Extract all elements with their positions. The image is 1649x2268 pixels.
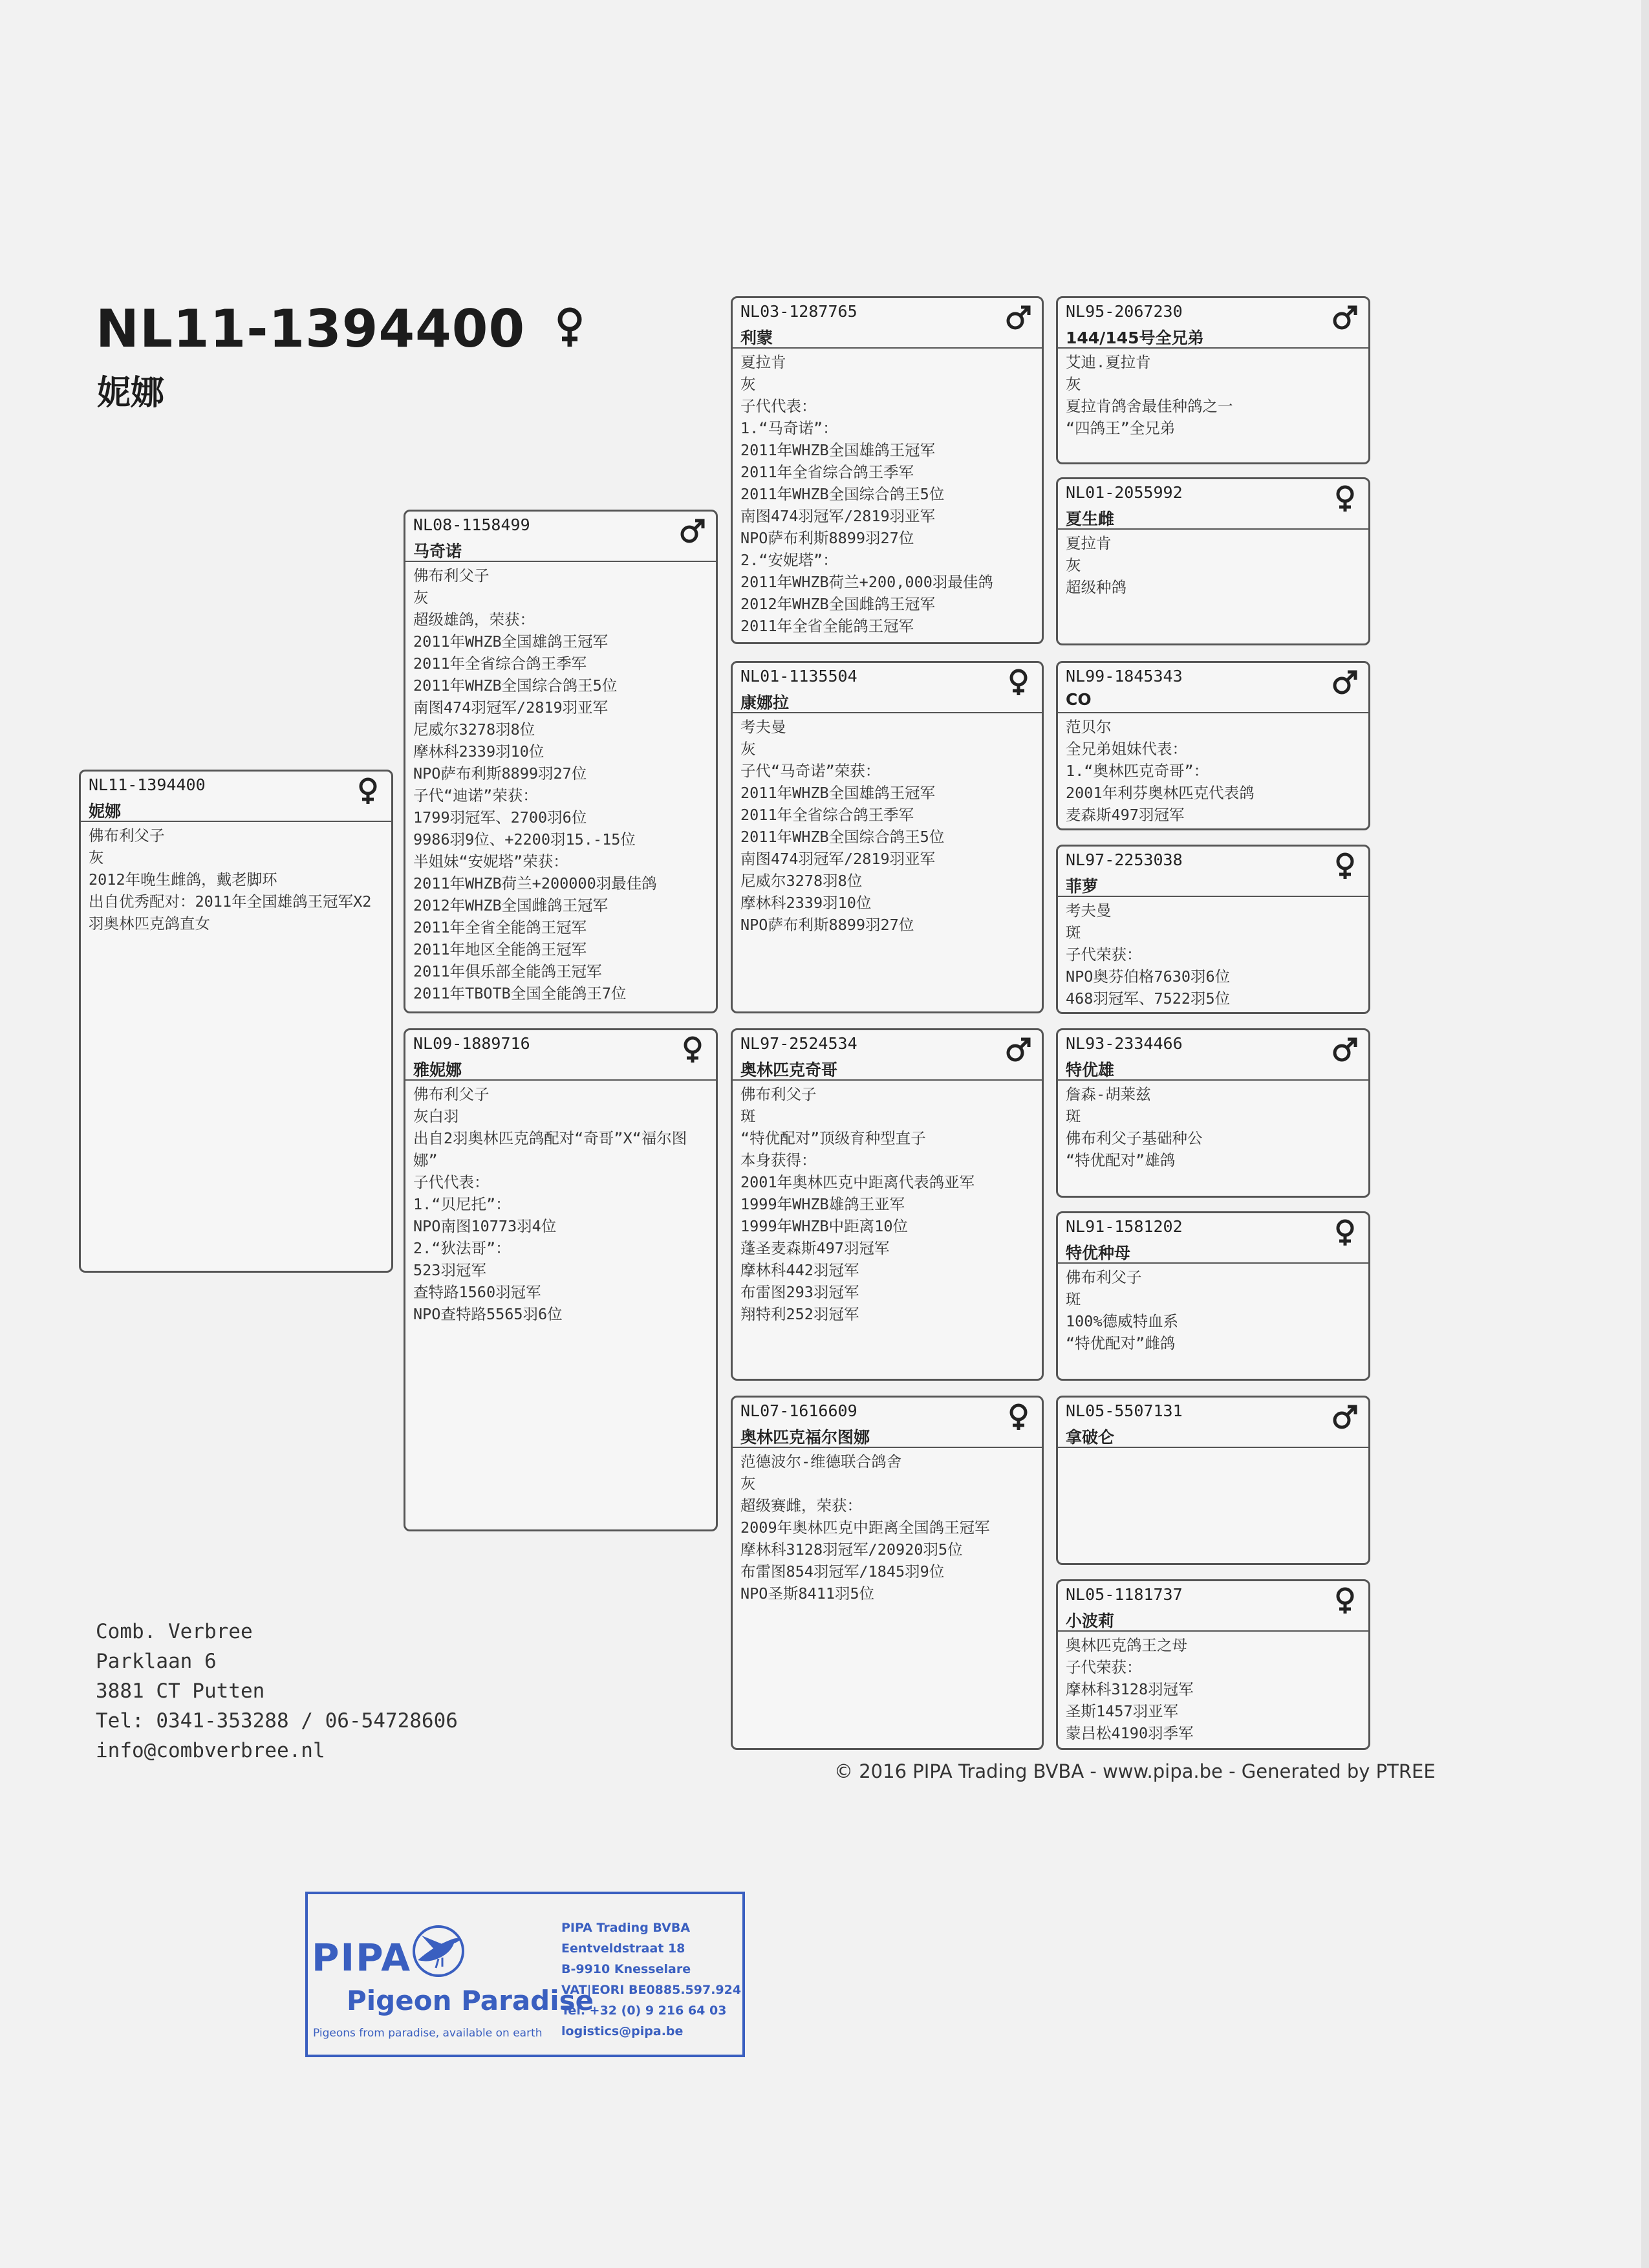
card-line: 2011年WHZB全国雄鸽王冠军 xyxy=(413,632,609,651)
address-email: info@combverbree.nl xyxy=(96,1739,325,1762)
pigeon-name: 拿破仑 xyxy=(1066,1428,1115,1447)
card-header xyxy=(1058,479,1368,530)
female-icon xyxy=(678,1035,707,1064)
pigeon-name: 马奇诺 xyxy=(413,542,462,561)
pigeon-name: CO xyxy=(1066,690,1092,709)
card-line: 523羽冠军 xyxy=(413,1261,486,1279)
card-line: 2011年地区全能鸽王冠军 xyxy=(413,940,587,958)
female-icon xyxy=(1331,1218,1359,1247)
card-line: 子代“马奇诺”荣获： xyxy=(740,762,881,780)
card-line: 灰 xyxy=(1066,375,1081,393)
female-icon xyxy=(354,777,382,805)
card-line: 蒙吕松4190羽季军 xyxy=(1066,1724,1194,1742)
card-line: 灰 xyxy=(740,740,756,758)
card-body xyxy=(405,562,716,1004)
card-line: 1999年WHZB中距离10位 xyxy=(740,1217,908,1235)
address-name: Comb. Verbree xyxy=(96,1620,253,1643)
card-line: 詹森-胡莱兹 xyxy=(1066,1085,1151,1103)
card-line: “特优配对”雄鸽 xyxy=(1066,1151,1176,1169)
ring-number: NL03-1287765 xyxy=(740,302,857,321)
card-line: 佛布利父子 xyxy=(740,1085,817,1103)
card-line: 摩林科3128羽冠军/20920羽5位 xyxy=(740,1540,963,1559)
card-line: 佛布利父子基础种公 xyxy=(1066,1129,1203,1147)
pedigree-card-gen4-7 xyxy=(1056,1396,1370,1565)
card-line: 子代“迪诺”荣获： xyxy=(413,786,538,805)
card-line: 圣斯1457羽亚军 xyxy=(1066,1702,1179,1720)
card-line: 子代代表： xyxy=(740,397,817,415)
card-line: 2001年奥林匹克中距离代表鸽亚军 xyxy=(740,1173,975,1191)
card-body xyxy=(1058,1264,1368,1354)
card-line: 100%德威特血系 xyxy=(1066,1312,1179,1330)
card-line: 2011年WHZB全国雄鸽王冠军 xyxy=(740,784,936,802)
card-line: NPO南图10773羽4位 xyxy=(413,1217,557,1235)
male-icon xyxy=(1331,1403,1359,1431)
pigeon-name: 菲萝 xyxy=(1066,877,1099,896)
pedigree-card-dam xyxy=(404,1028,718,1531)
card-line: 灰 xyxy=(413,589,429,607)
card-line: 1.“马奇诺”： xyxy=(740,419,838,437)
card-line: NPO查特路5565羽6位 xyxy=(413,1305,563,1323)
pigeon-icon xyxy=(398,1920,476,1978)
card-body xyxy=(733,713,1042,936)
card-line: 灰 xyxy=(740,375,756,393)
female-icon xyxy=(1331,1586,1359,1615)
card-body xyxy=(733,1081,1042,1325)
card-line: 2012年晚生雌鸽，戴老脚环 xyxy=(89,870,277,889)
card-line: 半姐妹“安妮塔”荣获： xyxy=(413,852,568,870)
female-icon xyxy=(1004,668,1033,697)
pigeon-name: 康娜拉 xyxy=(740,693,790,712)
female-icon xyxy=(553,305,587,351)
card-line: 麦森斯497羽冠军 xyxy=(1066,806,1185,824)
card-header xyxy=(1058,663,1368,713)
card-header xyxy=(81,772,391,822)
card-header xyxy=(1058,847,1368,897)
card-line: NPO萨布利斯8899羽27位 xyxy=(740,916,914,934)
card-header xyxy=(733,1030,1042,1081)
card-body xyxy=(1058,1632,1368,1744)
pigeon-name: 144/145号全兄弟 xyxy=(1066,329,1204,347)
address-street: Parklaan 6 xyxy=(96,1650,217,1673)
ring-number: NL05-1181737 xyxy=(1066,1585,1183,1604)
ring-number: NL91-1581202 xyxy=(1066,1217,1183,1236)
pedigree-card-gen4-4 xyxy=(1056,845,1370,1014)
pedigree-card-dam-dam xyxy=(731,1396,1044,1750)
card-line: 夏拉肯 xyxy=(1066,534,1112,552)
card-header xyxy=(1058,1213,1368,1264)
card-body xyxy=(1058,1448,1368,1451)
stamp-info-line: PIPA Trading BVBA xyxy=(561,1921,691,1935)
card-line: 2012年WHZB全国雌鸽王冠军 xyxy=(740,595,936,613)
pigeon-name: 奥林匹克福尔图娜 xyxy=(740,1428,870,1447)
card-line: 斑 xyxy=(740,1107,756,1125)
card-header xyxy=(1058,1398,1368,1448)
stamp-info-line: VAT|EORI BE0885.597.924 xyxy=(561,1983,742,1997)
card-body xyxy=(405,1081,716,1325)
pedigree-card-gen4-1 xyxy=(1056,296,1370,464)
card-line: 南图474羽冠军/2819羽亚军 xyxy=(740,507,936,525)
card-line: 尼威尔3278羽8位 xyxy=(740,872,863,890)
card-line: 468羽冠军、7522羽5位 xyxy=(1066,989,1231,1008)
stamp-info-line: B-9910 Knesselare xyxy=(561,1962,691,1976)
card-line: 南图474羽冠军/2819羽亚军 xyxy=(740,850,936,868)
card-line: 出自优秀配对：2011年全国雄鸽王冠军X2羽奥林匹克鸽直女 xyxy=(89,892,372,933)
pedigree-card-gen4-8 xyxy=(1056,1579,1370,1750)
stamp-logo: PIPA xyxy=(312,1936,412,1980)
card-line: 佛布利父子 xyxy=(413,567,490,585)
card-line: 2.“安妮塔”： xyxy=(740,551,838,569)
card-header xyxy=(405,1030,716,1081)
card-line: 翔特利252羽冠军 xyxy=(740,1305,859,1323)
ring-number: NL93-2334466 xyxy=(1066,1034,1183,1053)
male-icon xyxy=(1004,303,1033,332)
card-line: 2011年TBOTB全国全能鸽王7位 xyxy=(413,984,627,1002)
card-line: 摩林科2339羽10位 xyxy=(413,742,544,761)
card-line: 考夫曼 xyxy=(1066,902,1112,920)
female-icon xyxy=(1004,1403,1033,1431)
card-line: 2011年WHZB荷兰+200000羽最佳鸽 xyxy=(413,874,657,892)
card-line: 布雷图293羽冠军 xyxy=(740,1283,859,1301)
card-line: 2012年WHZB全国雌鸽王冠军 xyxy=(413,896,609,914)
ring-number: NL99-1845343 xyxy=(1066,667,1183,686)
male-icon xyxy=(1004,1035,1033,1064)
card-line: 2011年俱乐部全能鸽王冠军 xyxy=(413,962,602,980)
ring-number: NL05-5507131 xyxy=(1066,1401,1183,1420)
card-line: 超级赛雌，荣获： xyxy=(740,1496,862,1515)
card-header xyxy=(1058,1581,1368,1632)
card-line: 斑 xyxy=(1066,1107,1081,1125)
card-line: 佛布利父子 xyxy=(89,826,165,845)
card-line: 2011年全省全能鸽王冠军 xyxy=(413,918,587,936)
female-icon xyxy=(1331,852,1359,880)
card-line: 范德波尔-维德联合鸽舍 xyxy=(740,1453,902,1471)
card-body xyxy=(1058,897,1368,1010)
address-phone: Tel: 0341-353288 / 06-54728606 xyxy=(96,1709,458,1733)
card-header xyxy=(733,298,1042,349)
stamp-info-line: Tel. +32 (0) 9 216 64 03 xyxy=(561,2003,727,2018)
card-line: 2011年WHZB全国雄鸽王冠军 xyxy=(740,441,936,459)
card-line: 1.“奥林匹克奇哥”： xyxy=(1066,762,1209,780)
card-line: 2011年全省综合鸽王季军 xyxy=(740,806,914,824)
pigeon-name: 夏生雌 xyxy=(1066,510,1115,528)
card-line: 2011年WHZB全国综合鸽王5位 xyxy=(740,828,945,846)
card-line: 2009年奥林匹克中距离全国鸽王冠军 xyxy=(740,1518,990,1537)
pigeon-name: 妮娜 xyxy=(89,802,122,821)
card-line: 摩林科3128羽冠军 xyxy=(1066,1680,1194,1698)
card-line: 夏拉肯鸽舍最佳种鸽之一 xyxy=(1066,397,1233,415)
page-title xyxy=(96,299,587,359)
card-line: 摩林科442羽冠军 xyxy=(740,1261,859,1279)
ring-number: NL07-1616609 xyxy=(740,1401,857,1420)
ring-number: NL11-1394400 xyxy=(89,775,206,794)
pipa-stamp xyxy=(305,1892,745,2057)
card-line: NPO萨布利斯8899羽27位 xyxy=(413,764,587,783)
card-body xyxy=(733,349,1042,637)
card-line: 夏拉肯 xyxy=(740,353,786,371)
male-icon xyxy=(1331,1035,1359,1064)
stamp-info xyxy=(561,1917,741,2042)
card-line: 出自2羽奥林匹克鸽配对“奇哥”X“福尔图娜” xyxy=(413,1129,687,1169)
card-line: 1799羽冠军、2700羽6位 xyxy=(413,808,587,826)
card-line: NPO萨布利斯8899羽27位 xyxy=(740,529,914,547)
card-line: 2001年利芬奥林匹克代表鸽 xyxy=(1066,784,1255,802)
card-line: 9986羽9位、+2200羽15.-15位 xyxy=(413,830,636,848)
copyright-footer: © 2016 PIPA Trading BVBA - www.pipa.be - Generated by PTREE xyxy=(834,1760,1436,1782)
card-line: 全兄弟姐妹代表： xyxy=(1066,740,1187,758)
title-ring-number: NL11-1394400 xyxy=(96,299,526,359)
pigeon-name: 特优种母 xyxy=(1066,1244,1131,1262)
card-line: 2011年全省全能鸽王冠军 xyxy=(740,617,914,635)
card-line: 灰 xyxy=(1066,556,1081,574)
card-line: 摩林科2339羽10位 xyxy=(740,894,872,912)
stamp-info-line: logistics@pipa.be xyxy=(561,2024,684,2038)
card-line: 1.“贝尼托”： xyxy=(413,1195,511,1213)
pedigree-card-sire-dam xyxy=(731,661,1044,1013)
card-line: 2011年全省综合鸽王季军 xyxy=(413,654,587,673)
ring-number: NL95-2067230 xyxy=(1066,302,1183,321)
ring-number: NL97-2524534 xyxy=(740,1034,857,1053)
stamp-brand: Pigeon Paradise xyxy=(347,1985,594,2016)
card-line: 子代荣获： xyxy=(1066,1658,1142,1676)
card-line: 尼威尔3278羽8位 xyxy=(413,720,535,739)
card-line: “特优配对”雌鸽 xyxy=(1066,1334,1176,1352)
pedigree-card-dam-sire xyxy=(731,1028,1044,1381)
card-body xyxy=(1058,1081,1368,1171)
card-body xyxy=(733,1448,1042,1604)
page-subtitle: 妮娜 xyxy=(97,374,165,413)
card-line: 艾迪.夏拉肯 xyxy=(1066,353,1151,371)
pigeon-name: 小波莉 xyxy=(1066,1612,1115,1630)
card-line: 奥林匹克鸽王之母 xyxy=(1066,1636,1187,1654)
pigeon-name: 雅妮娜 xyxy=(413,1061,462,1079)
card-line: 超级雄鸽，荣获： xyxy=(413,610,535,629)
card-body xyxy=(81,822,391,934)
pedigree-card-gen4-3 xyxy=(1056,661,1370,830)
pedigree-card-gen4-6 xyxy=(1056,1211,1370,1381)
card-line: 蓬圣麦森斯497羽冠军 xyxy=(740,1239,890,1257)
card-line: 斑 xyxy=(1066,923,1081,942)
card-line: 佛布利父子 xyxy=(1066,1268,1142,1286)
card-line: 1999年WHZB雄鸽王亚军 xyxy=(740,1195,905,1213)
card-line: 2011年WHZB全国综合鸽王5位 xyxy=(740,485,945,503)
breeder-address xyxy=(96,1617,458,1766)
card-line: 南图474羽冠军/2819羽亚军 xyxy=(413,698,609,717)
card-header xyxy=(733,663,1042,713)
pedigree-card-gen4-5 xyxy=(1056,1028,1370,1198)
ring-number: NL97-2253038 xyxy=(1066,850,1183,869)
card-line: 范贝尔 xyxy=(1066,718,1112,736)
card-line: 灰 xyxy=(89,848,104,867)
card-body xyxy=(1058,713,1368,826)
card-line: 子代代表： xyxy=(413,1173,490,1191)
card-line: 灰 xyxy=(740,1474,756,1493)
card-line: 2011年全省综合鸽王季军 xyxy=(740,463,914,481)
card-line: 灰白羽 xyxy=(413,1107,459,1125)
card-line: NPO奥芬伯格7630羽6位 xyxy=(1066,967,1231,986)
card-body xyxy=(1058,349,1368,439)
card-line: 布雷图854羽冠军/1845羽9位 xyxy=(740,1562,945,1581)
card-header xyxy=(1058,298,1368,349)
stamp-info-line: Eentveldstraat 18 xyxy=(561,1941,685,1956)
card-line: 超级种鸽 xyxy=(1066,578,1126,596)
card-line: 考夫曼 xyxy=(740,718,786,736)
address-city: 3881 CT Putten xyxy=(96,1679,265,1703)
card-line: NPO圣斯8411羽5位 xyxy=(740,1584,875,1603)
card-line: 斑 xyxy=(1066,1290,1081,1308)
card-header xyxy=(405,512,716,562)
female-icon xyxy=(1331,484,1359,513)
pedigree-card-subject xyxy=(79,770,393,1273)
page-edge xyxy=(1641,0,1649,2268)
card-line: 2011年WHZB全国综合鸽王5位 xyxy=(413,676,618,695)
pigeon-name: 特优雄 xyxy=(1066,1061,1115,1079)
male-icon xyxy=(678,517,707,545)
card-line: 佛布利父子 xyxy=(413,1085,490,1103)
card-line: 查特路1560羽冠军 xyxy=(413,1283,541,1301)
card-header xyxy=(733,1398,1042,1448)
pedigree-card-sire-sire xyxy=(731,296,1044,644)
pigeon-name: 利蒙 xyxy=(740,329,773,347)
card-body xyxy=(1058,530,1368,598)
stamp-tagline: Pigeons from paradise, available on earth xyxy=(313,2027,543,2040)
pedigree-card-gen4-2 xyxy=(1056,477,1370,645)
ring-number: NL01-1135504 xyxy=(740,667,857,686)
male-icon xyxy=(1331,668,1359,697)
male-icon xyxy=(1331,303,1359,332)
card-header xyxy=(1058,1030,1368,1081)
card-line: 子代荣获： xyxy=(1066,945,1142,964)
ring-number: NL08-1158499 xyxy=(413,515,530,534)
card-line: 本身获得： xyxy=(740,1151,817,1169)
card-line: 2.“狄法哥”： xyxy=(413,1239,511,1257)
card-line: 2011年WHZB荷兰+200,000羽最佳鸽 xyxy=(740,573,993,591)
pigeon-name: 奥林匹克奇哥 xyxy=(740,1061,838,1079)
ring-number: NL09-1889716 xyxy=(413,1034,530,1053)
pedigree-card-sire xyxy=(404,510,718,1013)
card-line: “特优配对”顶级育种型直子 xyxy=(740,1129,926,1147)
card-line: “四鸽王”全兄弟 xyxy=(1066,419,1176,437)
ring-number: NL01-2055992 xyxy=(1066,483,1183,502)
